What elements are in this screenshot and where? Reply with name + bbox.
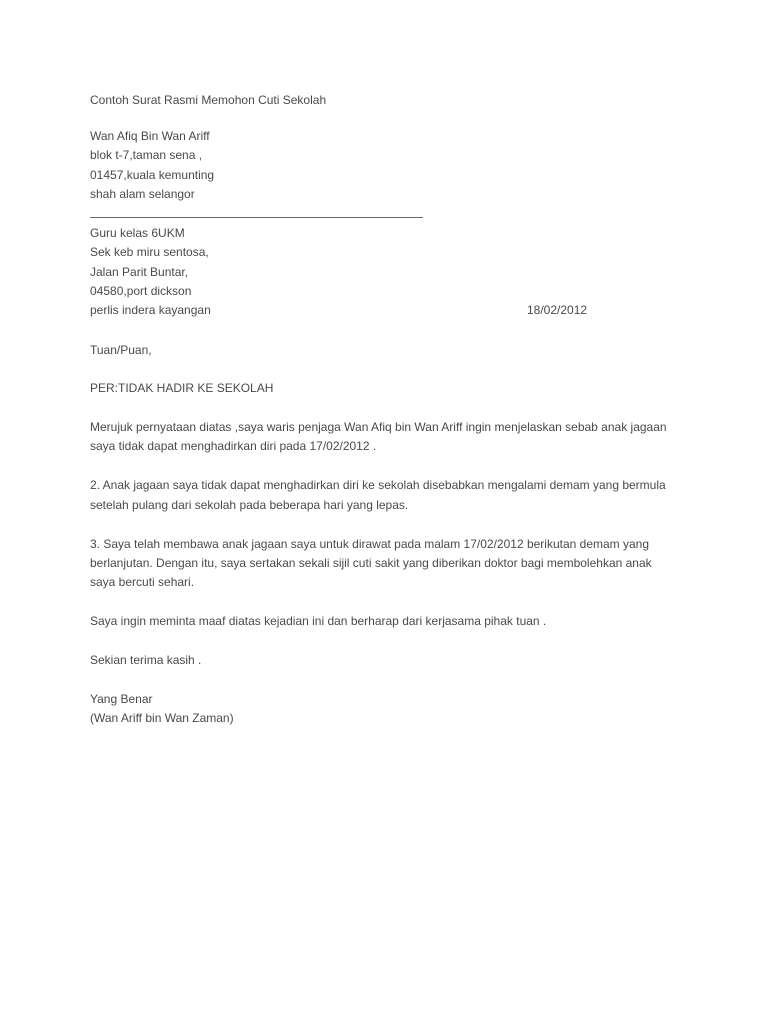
sender-address-line-1: blok t-7,taman sena ,	[90, 148, 203, 162]
sender-address-line-2: 01457,kuala kemunting	[90, 168, 215, 182]
paragraph-3-line-2: berlanjutan. Dengan itu, saya sertakan sekali sijil cuti sakit yang diberikan doktor bagi membolehkan anak	[90, 556, 652, 570]
paragraph-1-line-1: Merujuk pernyataan diatas ,saya waris penjaga Wan Afiq bin Wan Ariff ingin menjelaskan sebab anak jagaan	[90, 420, 667, 434]
sender-name: Wan Afiq Bin Wan Ariff	[90, 129, 210, 143]
recipient-title: Guru kelas 6UKM	[90, 226, 185, 240]
letter-date: 18/02/2012	[527, 303, 588, 317]
recipient-state: perlis indera kayangan	[90, 303, 211, 317]
paragraph-2-line-2: setelah pulang dari sekolah pada beberapa hari yang lepas.	[90, 498, 409, 512]
separator-line	[90, 217, 423, 218]
salutation: Tuan/Puan,	[90, 343, 152, 357]
recipient-school: Sek keb miru sentosa,	[90, 245, 209, 259]
recipient-street: Jalan Parit Buntar,	[90, 265, 189, 279]
recipient-postcode-city: 04580,port dickson	[90, 284, 192, 298]
closing-line: Sekian terima kasih .	[90, 653, 202, 667]
sender-address-line-3: shah alam selangor	[90, 187, 195, 201]
paragraph-3-line-3: saya bercuti sehari.	[90, 575, 195, 589]
signatory-name: (Wan Ariff bin Wan Zaman)	[90, 711, 234, 725]
paragraph-4: Saya ingin meminta maaf diatas kejadian ini dan berharap dari kerjasama pihak tuan .	[90, 614, 547, 628]
paragraph-1-line-2: saya tidak dapat menghadirkan diri pada 17/02/2012 .	[90, 439, 377, 453]
paragraph-2-line-1: 2. Anak jagaan saya tidak dapat menghadirkan diri ke sekolah disebabkan mengalami demam yang bermula	[90, 478, 666, 492]
paragraph-3-line-1: 3. Saya telah membawa anak jagaan saya untuk dirawat pada malam 17/02/2012 berikutan demam yang	[90, 537, 650, 551]
document-title: Contoh Surat Rasmi Memohon Cuti Sekolah	[90, 93, 327, 107]
subject-line: PER:TIDAK HADIR KE SEKOLAH	[90, 381, 274, 395]
sign-off: Yang Benar	[90, 692, 153, 706]
